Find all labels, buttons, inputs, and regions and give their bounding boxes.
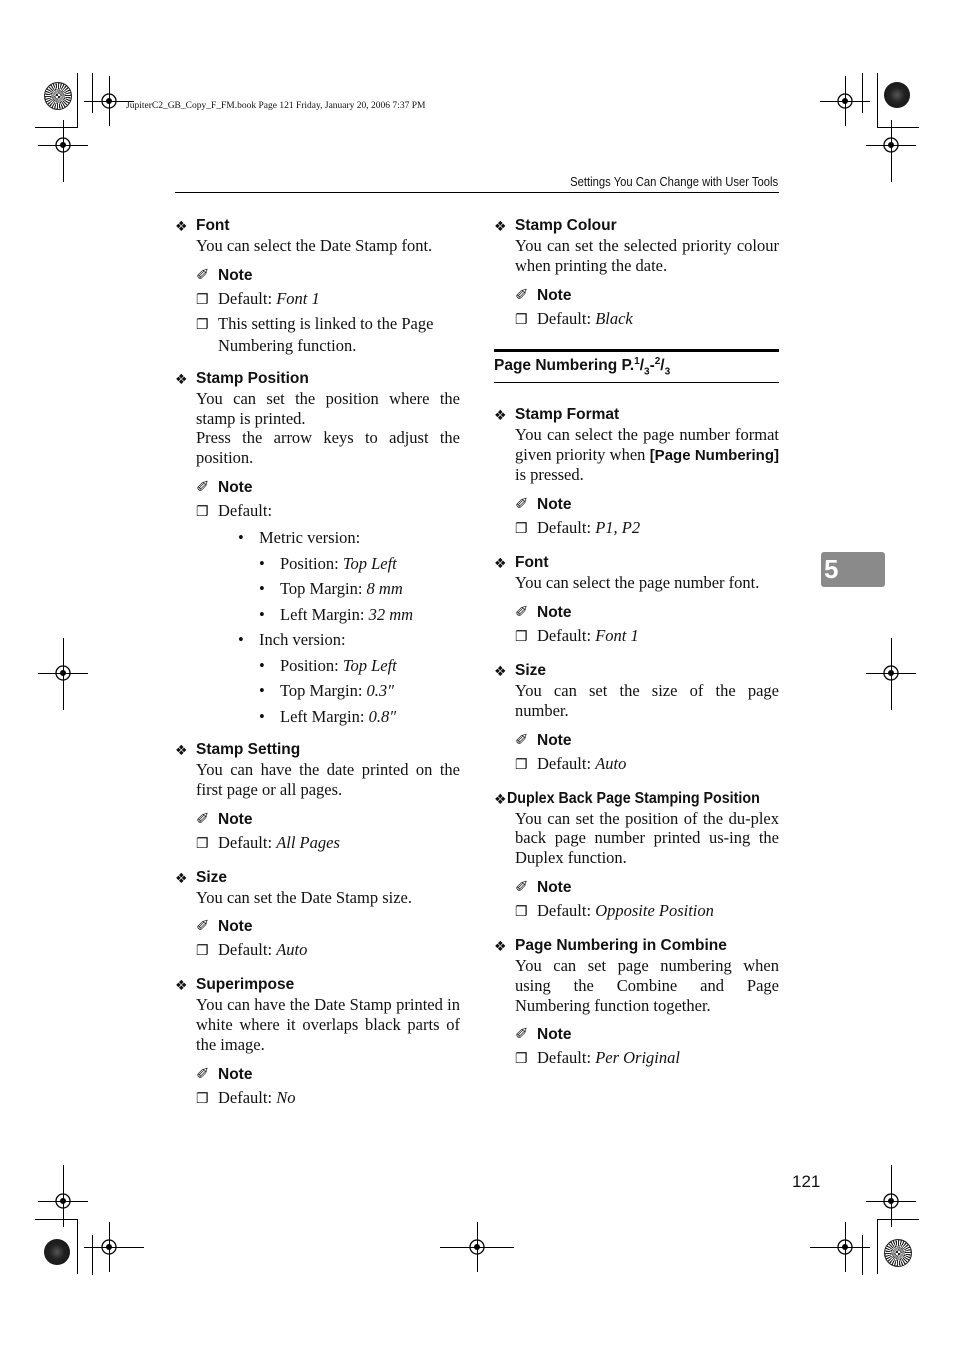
note-item: ❐ Default: Per Original: [494, 1048, 779, 1070]
diamond-icon: ❖: [175, 741, 188, 758]
left-column: [175, 216, 460, 1123]
registration-target-icon: [52, 662, 74, 684]
bullet-item: • Left Margin: 0.8″: [259, 706, 397, 726]
chapter-tab: 5: [821, 552, 885, 587]
section-superimpose: [175, 975, 460, 1109]
pencil-icon: ✐: [196, 478, 210, 496]
pencil-icon: ✐: [515, 1026, 529, 1044]
heading-stamp-format: ❖ Stamp Format: [494, 405, 620, 423]
registration-disc-icon: [44, 82, 72, 110]
heading-stamp-setting: ❖ Stamp Setting: [175, 740, 301, 758]
checkbox-icon: ❐: [515, 905, 528, 921]
registration-target-icon: [834, 1236, 856, 1258]
section-combine: [494, 936, 779, 1070]
diamond-icon: ❖: [175, 218, 188, 234]
registration-target-icon: [880, 1190, 902, 1212]
note-item: ❐ Default: Black: [494, 309, 779, 331]
bullet-item: • Position: Top Left: [259, 655, 397, 675]
registration-target-icon: [834, 90, 856, 112]
heading-stamp-colour: ❖ Stamp Colour: [494, 217, 617, 234]
diamond-icon: ❖: [175, 869, 188, 886]
bullet-item: • Inch version:: [238, 630, 346, 650]
note-heading: ✐ Note: [515, 731, 572, 749]
font-description: You can select the Date Stamp font.: [196, 236, 433, 255]
note-heading: ✐ Note: [196, 1065, 253, 1083]
diamond-icon: ❖: [494, 218, 507, 234]
section-stamp-position: [175, 369, 460, 727]
section-font-right: [494, 553, 779, 648]
registration-target-icon: [880, 662, 902, 684]
note-item: ❐ Default: Font 1: [175, 289, 460, 311]
checkbox-icon: ❐: [196, 944, 209, 960]
note-item: ❐ Default: Font 1: [494, 626, 779, 648]
heading-font-right: ❖ Font: [494, 554, 549, 572]
pencil-icon: ✐: [515, 731, 529, 749]
checkbox-icon: ❐: [515, 312, 528, 328]
note-heading: ✐ Note: [515, 496, 572, 514]
pencil-icon: ✐: [515, 496, 529, 514]
stamp-format-description: You can select the page number format given priority when [Page Numbering] is pressed.: [515, 424, 780, 485]
bullet-item: • Top Margin: 8 mm: [259, 579, 403, 599]
heading-superimpose: ❖ Superimpose: [175, 976, 295, 994]
note-heading: ✐ Note: [196, 266, 253, 284]
note-item: ❐ Default: No: [175, 1088, 460, 1110]
bullet-item: • Top Margin: 0.3″: [259, 681, 395, 701]
section-size-right: [494, 661, 779, 776]
section-duplex: [494, 789, 779, 923]
diamond-icon: ❖: [494, 790, 507, 807]
checkbox-icon: ❐: [515, 630, 528, 646]
registration-disc-icon: [44, 1239, 70, 1265]
pencil-icon: ✐: [515, 604, 529, 622]
diamond-icon: ❖: [494, 938, 507, 955]
pencil-icon: ✐: [196, 266, 210, 284]
note-heading: ✐ Note: [196, 478, 253, 496]
note-heading: ✐ Note: [515, 1026, 572, 1044]
note-heading: ✐ Note: [515, 286, 572, 304]
combine-description: You can set page numbering when using the Combine and Page Numbering function together.: [515, 956, 779, 1015]
stamp-position-description: You can set the position where the stamp is printed.: [196, 388, 460, 428]
pencil-icon: ✐: [515, 286, 529, 304]
note-item: ❐ Default: P1, P2: [494, 518, 779, 540]
section-stamp-colour: [494, 216, 779, 331]
size-right-description: You can set the size of the page number.: [515, 681, 779, 720]
running-header: Settings You Can Change with User Tools: [569, 175, 778, 189]
stamp-setting-description: You can have the date printed on the first page or all pages.: [196, 759, 460, 799]
note-item: ❐ Default: Auto: [494, 754, 779, 776]
checkbox-icon: ❐: [196, 317, 209, 333]
section-stamp-format: [494, 405, 779, 540]
heading-font: ❖ Font: [175, 217, 230, 234]
bullet-item: • Metric version:: [238, 528, 361, 548]
page-number: 121: [792, 1172, 821, 1191]
diamond-icon: ❖: [175, 370, 188, 387]
checkbox-icon: ❐: [196, 504, 209, 520]
registration-disc-icon: [884, 82, 910, 108]
right-column: [494, 216, 779, 1083]
note-item: ❐ Default:: [175, 501, 460, 523]
note-heading: ✐ Note: [196, 810, 253, 828]
note-item: ❐ Default: Opposite Position: [494, 901, 779, 923]
header-rule: [175, 192, 779, 193]
diamond-icon: ❖: [494, 406, 507, 423]
bullet-item: • Position: Top Left: [259, 553, 397, 573]
file-info: JupiterC2_GB_Copy_F_FM.book Page 121 Friday, January 20, 2006 7:37 PM: [126, 101, 426, 111]
diamond-icon: ❖: [175, 977, 188, 994]
heading-duplex: ❖ Duplex Back Page Stamping Position: [494, 789, 760, 807]
note-heading: ✐ Note: [196, 918, 253, 936]
registration-target-icon: [98, 1236, 120, 1258]
registration-target-icon: [52, 134, 74, 156]
checkbox-icon: ❐: [515, 1052, 528, 1068]
heading-combine: ❖ Page Numbering in Combine: [494, 937, 727, 955]
page-numbering-key-label: [Page Numbering]: [649, 446, 780, 464]
registration-target-icon: [466, 1236, 488, 1258]
section-stamp-setting: [175, 740, 460, 855]
font-right-description: You can select the page number font.: [515, 573, 760, 593]
checkbox-icon: ❐: [196, 292, 209, 308]
pencil-icon: ✐: [196, 810, 210, 828]
checkbox-icon: ❐: [515, 522, 528, 538]
stamp-colour-description: You can set the selected priority colour when printing the date.: [515, 236, 779, 275]
heading-stamp-position: ❖ Stamp Position: [175, 369, 309, 387]
note-heading: ✐ Note: [515, 604, 572, 622]
section-size: [175, 868, 460, 963]
note-item: ❐ This setting is linked to the Page Numbering function.: [196, 313, 434, 355]
checkbox-icon: ❐: [196, 836, 209, 852]
diamond-icon: ❖: [494, 663, 507, 680]
bullet-item: • Left Margin: 32 mm: [259, 604, 414, 624]
stamp-position-instruction: Press the arrow keys to adjust the position.: [196, 428, 460, 468]
registration-target-icon: [52, 1190, 74, 1212]
note-heading: ✐ Note: [515, 879, 572, 897]
section-font: [175, 216, 460, 356]
registration-disc-icon: [884, 1239, 912, 1267]
checkbox-icon: ❐: [515, 757, 528, 773]
pencil-icon: ✐: [196, 918, 210, 936]
note-item: ❐ Default: All Pages: [175, 833, 460, 855]
heading-size: ❖ Size: [175, 868, 228, 886]
superimpose-description: You can have the Date Stamp printed in white where it overlaps black parts of the image.: [196, 995, 460, 1054]
registration-target-icon: [98, 90, 120, 112]
heading-size-right: ❖ Size: [494, 662, 547, 680]
checkbox-icon: ❐: [196, 1091, 209, 1107]
note-item: ❐ Default: Auto: [175, 940, 460, 962]
duplex-description: You can set the position of the du-plex back page number printed us-ing the Duplex function.: [515, 808, 779, 868]
section-title-page-numbering: Page Numbering $P.^1/_3-^2/_3$: [494, 349, 779, 383]
size-description: You can set the Date Stamp size.: [196, 887, 412, 907]
pencil-icon: ✐: [515, 879, 529, 897]
registration-target-icon: [880, 134, 902, 156]
pencil-icon: ✐: [196, 1065, 210, 1083]
diamond-icon: ❖: [494, 555, 507, 572]
